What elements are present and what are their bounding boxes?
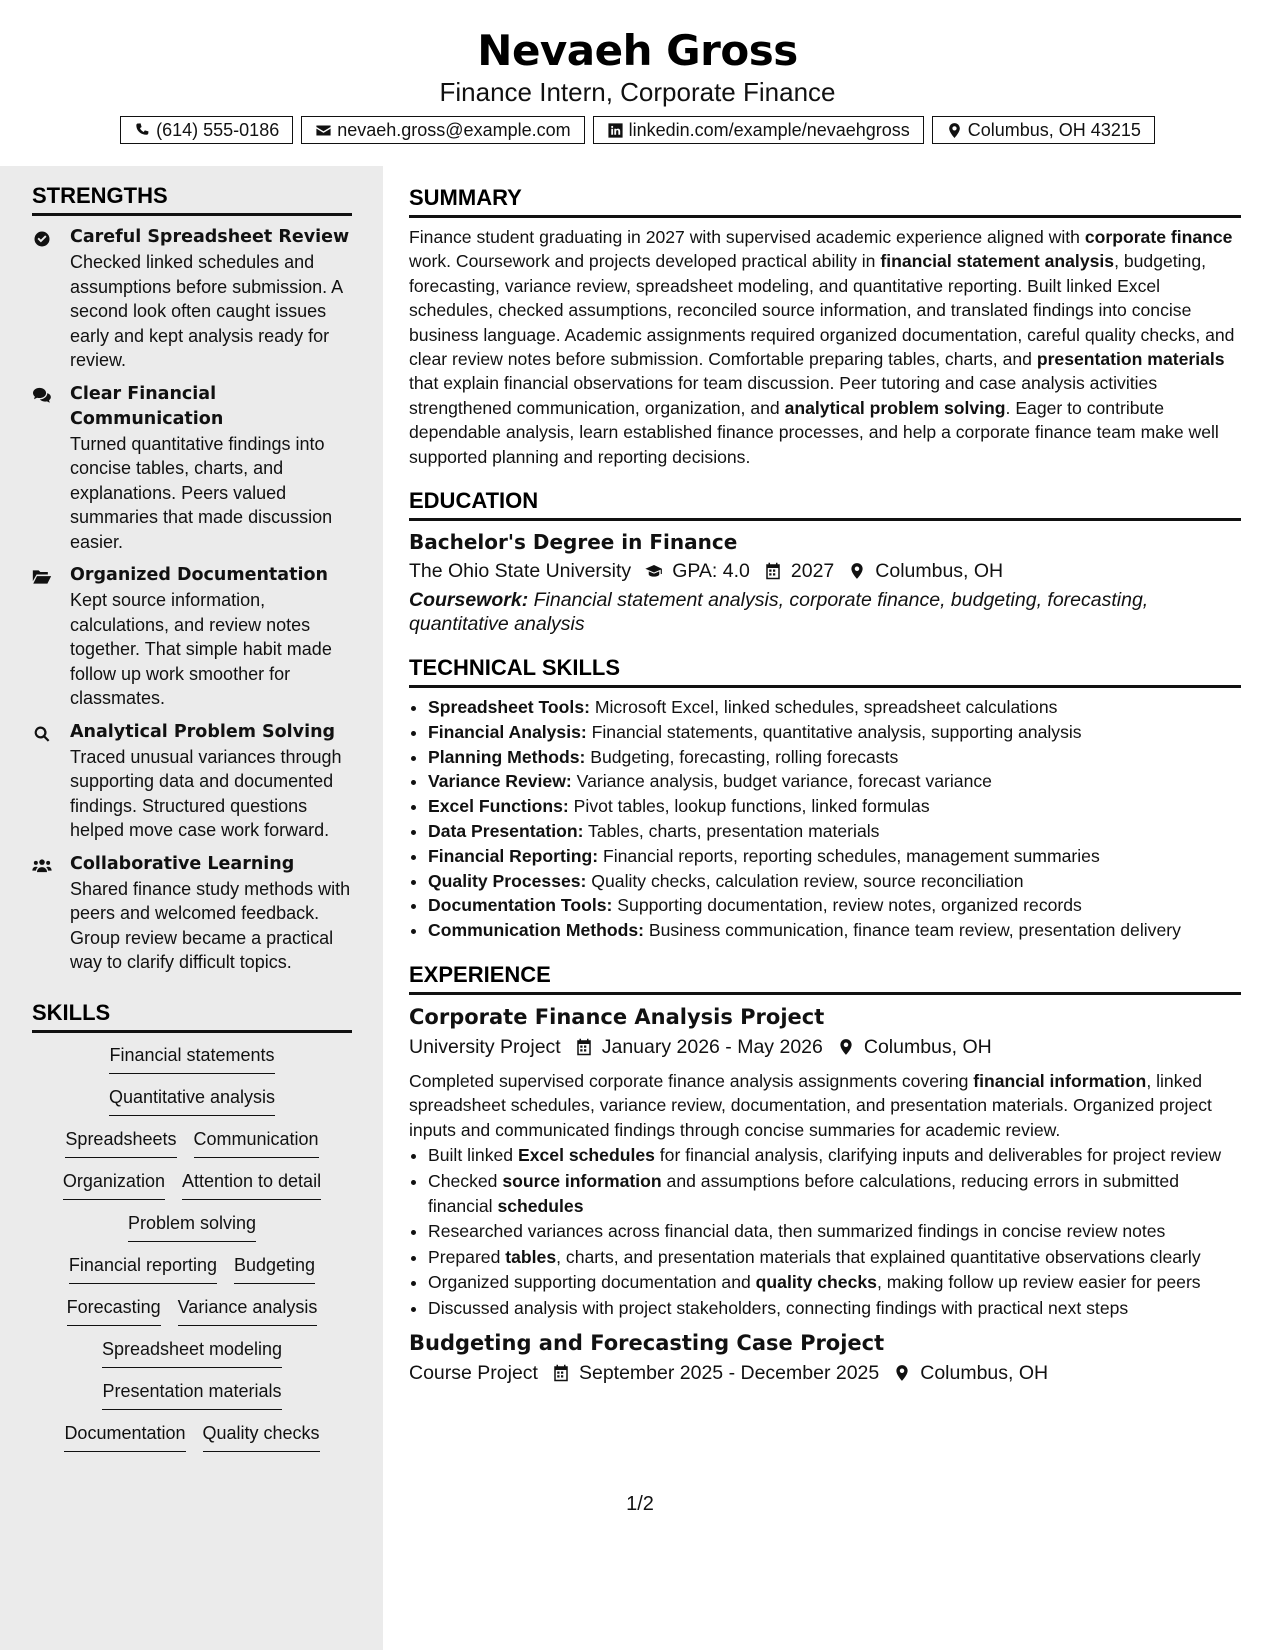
- strength-description: Turned quantitative findings into concise tables, charts, and explanations. Peers valued summaries that made discussion easier.: [70, 433, 333, 552]
- phone-icon: [134, 122, 151, 139]
- graduation-cap-icon: [645, 562, 663, 580]
- chat-bubbles-icon: [32, 382, 70, 555]
- experience-heading: EXPERIENCE: [409, 943, 1241, 995]
- skill-tag: Communication: [194, 1127, 319, 1158]
- project-title: Budgeting and Forecasting Case Project: [409, 1331, 885, 1356]
- contact-bar: [0, 116, 1275, 144]
- strength-title: Careful Spreadsheet Review: [70, 227, 350, 247]
- list-item: • Prepared tables, charts, and presentation materials that explained quantitative observations clearly: [428, 1245, 1241, 1270]
- location-text: Columbus, OH 43215: [967, 119, 1141, 140]
- skill-tag: Presentation materials: [102, 1379, 281, 1410]
- candidate-name: Nevaeh Gross: [477, 26, 798, 75]
- school-name: The Ohio State University: [409, 560, 632, 583]
- gpa-text: GPA: 4.0: [672, 560, 750, 583]
- list-item: • Financial Analysis: Financial statements, quantitative analysis, supporting analysis: [428, 720, 1241, 744]
- project-org: University Project: [409, 1036, 561, 1059]
- map-pin-icon: [893, 1364, 911, 1382]
- project-meta: [409, 1032, 1241, 1062]
- skill-tag: Budgeting: [234, 1253, 315, 1284]
- technical-skills-list: [409, 695, 1241, 942]
- search-icon: [32, 720, 70, 843]
- strength-item: [32, 563, 352, 711]
- sidebar: [0, 166, 383, 1650]
- main-content: [409, 166, 1241, 1650]
- school-location: Columbus, OH: [875, 560, 1004, 583]
- skill-tag: Spreadsheets: [65, 1127, 176, 1158]
- strength-item: [32, 720, 352, 843]
- phone-text: (614) 555-0186: [156, 119, 280, 140]
- graduation-year: 2027: [790, 560, 835, 583]
- strengths-list: [32, 225, 352, 975]
- coursework: Coursework: Financial statement analysis, corporate finance, budgeting, forecasting, quantitative analysis: [409, 589, 1149, 636]
- map-pin-icon: [837, 1038, 855, 1056]
- list-item: • Spreadsheet Tools: Microsoft Excel, linked schedules, spreadsheet calculations: [428, 695, 1241, 719]
- calendar-icon: [552, 1364, 570, 1382]
- education-heading: EDUCATION: [409, 469, 1241, 521]
- list-item: • Organized supporting documentation and quality checks, making follow up review easier for peers: [428, 1270, 1241, 1295]
- list-item: • Discussed analysis with project stakeholders, connecting findings with practical next steps: [428, 1296, 1241, 1321]
- list-item: • Excel Functions: Pivot tables, lookup functions, linked formulas: [428, 794, 1241, 818]
- strength-title: Clear Financial Communication: [70, 383, 224, 429]
- skill-tag: Quantitative analysis: [109, 1085, 275, 1116]
- contact-phone[interactable]: [120, 116, 293, 144]
- summary-heading: SUMMARY: [409, 166, 1241, 218]
- strengths-heading: STRENGTHS: [32, 166, 352, 216]
- project-bullets: [409, 1143, 1241, 1321]
- envelope-icon: [315, 122, 332, 139]
- map-pin-icon: [946, 122, 963, 139]
- skill-tag: Problem solving: [128, 1211, 256, 1242]
- folder-open-icon: [32, 563, 70, 711]
- project-location: Columbus, OH: [920, 1362, 1049, 1385]
- list-item: • Researched variances across financial data, then summarized findings in concise review notes: [428, 1219, 1241, 1244]
- list-item: • Documentation Tools: Supporting documentation, review notes, organized records: [428, 893, 1241, 917]
- project-title: Corporate Finance Analysis Project: [409, 1005, 825, 1030]
- technical-skills-heading: TECHNICAL SKILLS: [409, 636, 1241, 688]
- strength-description: Shared finance study methods with peers and welcomed feedback. Group review became a practical way to clarify difficult topics.: [70, 878, 351, 972]
- skills-heading: SKILLS: [32, 983, 352, 1033]
- skill-tag: Quality checks: [203, 1421, 320, 1452]
- skill-tag: Attention to detail: [182, 1169, 321, 1200]
- skills-list: [32, 1043, 352, 1452]
- list-item: • Communication Methods: Business communication, finance team review, presentation delivery: [428, 918, 1241, 942]
- page-indicator: 1/2: [626, 1493, 654, 1515]
- strength-description: Checked linked schedules and assumptions before submission. A second look often caught issues early and kept analysis ready for review.: [70, 252, 343, 370]
- strength-description: Kept source information, calculations, and review notes together. That simple habit made follow up work smoother for classmates.: [70, 590, 332, 708]
- contact-linkedin[interactable]: [593, 116, 924, 144]
- skill-tag: Documentation: [64, 1421, 185, 1452]
- skill-tag: Variance analysis: [178, 1295, 318, 1326]
- users-icon: [32, 852, 70, 975]
- strength-item: [32, 382, 352, 555]
- strength-title: Collaborative Learning: [70, 853, 295, 874]
- project-dates: September 2025 - December 2025: [578, 1362, 880, 1385]
- skill-tag: Forecasting: [67, 1295, 161, 1326]
- list-item: • Planning Methods: Budgeting, forecasting, rolling forecasts: [428, 745, 1241, 769]
- list-item: • Financial Reporting: Financial reports, reporting schedules, management summaries: [428, 844, 1241, 868]
- project-org: Course Project: [409, 1362, 538, 1385]
- list-item: • Variance Review: Variance analysis, budget variance, forecast variance: [428, 769, 1241, 793]
- list-item: • Data Presentation: Tables, charts, presentation materials: [428, 819, 1241, 843]
- strength-title: Analytical Problem Solving: [70, 721, 336, 742]
- resume-header: [0, 0, 1275, 166]
- project-meta: [409, 1358, 1241, 1388]
- degree-title: Bachelor's Degree in Finance: [409, 530, 738, 555]
- list-item: • Checked source information and assumptions before calculations, reducing errors in submitted financial schedules: [428, 1169, 1241, 1220]
- strength-description: Traced unusual variances through supporting data and documented findings. Structured questions helped move case work forward.: [70, 746, 342, 840]
- list-item: • Built linked Excel schedules for financial analysis, clarifying inputs and deliverables for project review: [428, 1143, 1241, 1168]
- strength-item: [32, 225, 352, 373]
- linkedin-text: linkedin.com/example/nevaehgross: [628, 119, 910, 140]
- strength-item: [32, 852, 352, 975]
- calendar-icon: [764, 562, 782, 580]
- list-item: • Quality Processes: Quality checks, calculation review, source reconciliation: [428, 869, 1241, 893]
- project-location: Columbus, OH: [863, 1036, 992, 1059]
- skill-tag: Organization: [63, 1169, 165, 1200]
- project-summary: Completed supervised corporate finance analysis assignments covering financial information, linked spreadsheet schedules, variance review, documentation, and presentation materials. Organized project inputs and communicated findings through concise summaries for academic review.: [409, 1071, 1212, 1140]
- project-dates: January 2026 - May 2026: [601, 1036, 823, 1059]
- candidate-title: Finance Intern, Corporate Finance: [439, 77, 836, 107]
- summary-text: Finance student graduating in 2027 with supervised academic experience aligned with corporate finance work. Coursework and projects developed practical ability in financial statement analysis, budgeting, forecasting, variance review, spreadsheet modeling, and quantitative reporting. Built linked Excel schedules, checked assumptions, reconciled source information, and translated findings into concise business language. Academic assignments required organized documentation, careful quality checks, and clear review notes before submission. Comfortable preparing tables, charts, and presentation materials that explain financial observations for team discussion. Peer tutoring and case analysis activities strengthened communication, organization, and analytical problem solving. Eager to contribute dependable analysis, learn established finance processes, and help a corporate finance team make well supported planning and reporting decisions.: [409, 227, 1235, 467]
- contact-email[interactable]: [301, 116, 584, 144]
- map-pin-icon: [848, 562, 866, 580]
- strength-title: Organized Documentation: [70, 565, 328, 585]
- skill-tag: Spreadsheet modeling: [102, 1337, 282, 1368]
- skill-tag: Financial reporting: [69, 1253, 217, 1284]
- check-circle-icon: [32, 225, 70, 373]
- contact-location: [932, 116, 1155, 144]
- education-meta: [409, 556, 1241, 586]
- calendar-icon: [575, 1038, 593, 1056]
- linkedin-icon: [607, 122, 624, 139]
- skill-tag: Financial statements: [109, 1043, 274, 1074]
- email-text: nevaeh.gross@example.com: [337, 119, 571, 140]
